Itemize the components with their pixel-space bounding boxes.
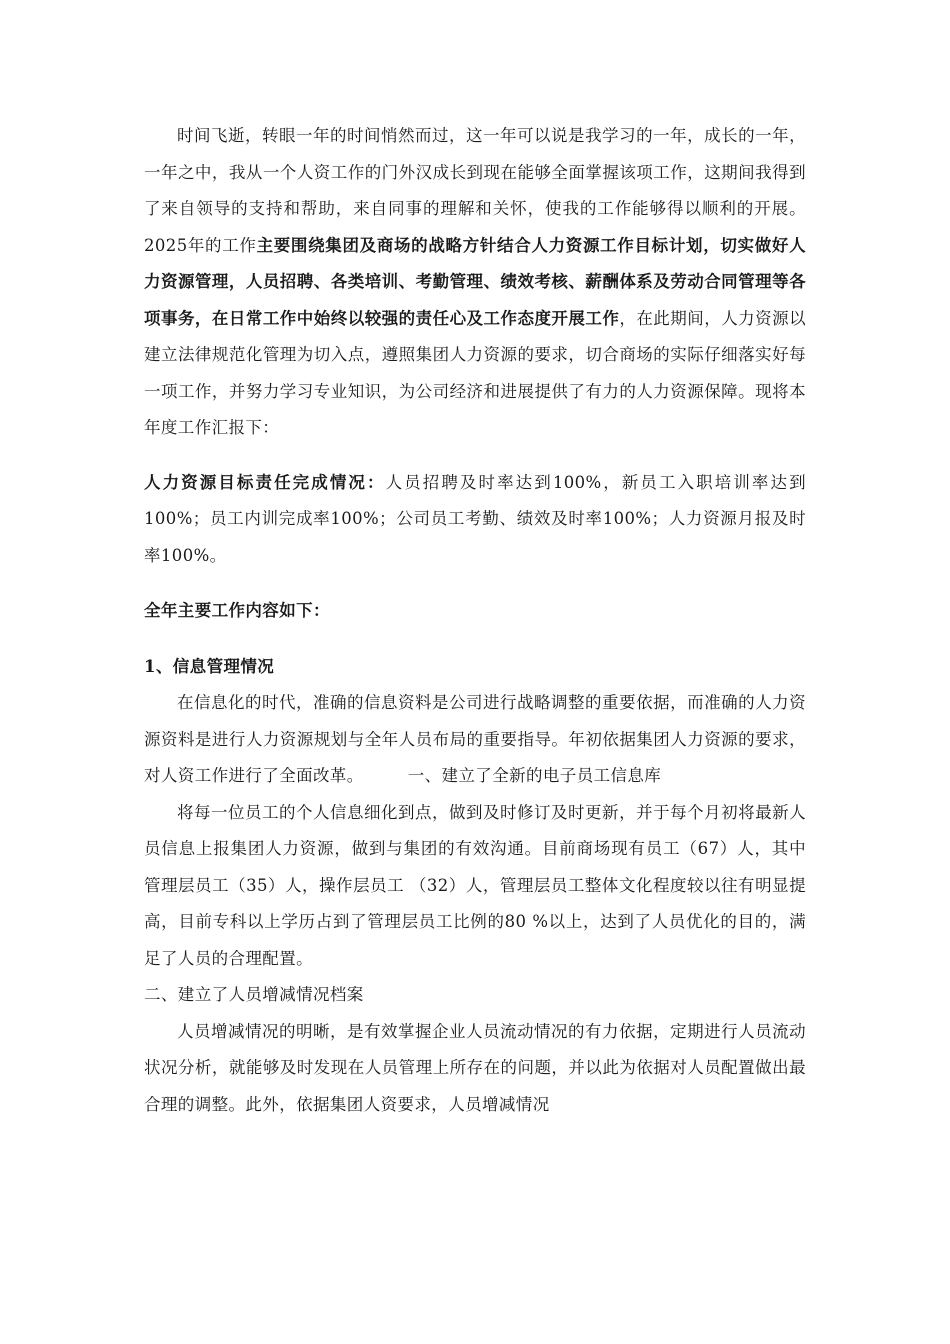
intro-text-part3: ，在此期间，人力资源以建立法律规范化管理为切入点，遵照集团人力资源的要求，切合商场的实际仔细落实好每一项工作，并努力学习专业知识，为公司经济和进展提供了有力的人力资源保障。现将本年度工作汇报下： xyxy=(144,308,807,437)
section1-paragraph-2: 将每一位员工的个人信息细化到点，做到及时修订及时更新，并于每个月初将最新人员信息上报集团人力资源，做到与集团的有效沟通。目前商场现有员工（67）人，其中管理层员工（35）人，操作层员工 （32）人，管理层员工整体文化程度较以往有明显提高，目前专科以上学历占到了管理层员工比例的80 %以上，达到了人员优化的目的，满足了人员的合理配置。 xyxy=(144,802,806,968)
paragraph-gap xyxy=(144,447,806,465)
paragraph-gap xyxy=(144,574,806,593)
intro-text-bold: 主要围绕集团及商场的战略方针结合人力资源工作目标计划，切实做好人力资源管理，人员招聘、各类培训、考勤管理、绩效考核、薪酬体系及劳动合同管理等各项事务，在日常工作中始终以较强的责任心及工作态度开展工作 xyxy=(144,235,806,328)
section1-sub1-title: 一、建立了全新的电子员工信息库 xyxy=(407,766,662,785)
intro-paragraph xyxy=(144,118,806,447)
paragraph-gap xyxy=(144,630,806,649)
targets-text: 人员招聘及时率达到100%，新员工入职培训率达到100%；员工内训完成率100%；公司员工考勤、绩效及时率100%；人力资源月报及时率100%。 xyxy=(144,472,806,565)
section1-paragraph-1 xyxy=(144,685,806,795)
section1-para1-text: 在信息化的时代，准确的信息资料是公司进行战略调整的重要依据，而准确的人力资源资料是进行人力资源规划与全年人员布局的重要指导。年初依据集团人力资源的要求，对人资工作进行了全面改革。 xyxy=(144,693,806,785)
intro-text-part1: 时间飞逝，转眼一年的时间悄然而过，这一年可以说是我学习的一年，成长的一年，一年之中，我从一个人资工作的门外汉成长到现在能够全面掌握该项工作，这期间我得到了来自领导的支持和帮助，来自同事的理解和关怀，使我的工作能够得以顺利的开展。2025年的工作 xyxy=(144,126,806,255)
section1-paragraph-3: 人员增减情况的明晰，是有效掌握企业人员流动情况的有力依据，定期进行人员流动状况分析，就能够及时发现在人员管理上所存在的问题，并以此为依据对人员配置做出最合理的调整。此外，依据集团人资要求，人员增减情况 xyxy=(144,1021,806,1114)
targets-label: 人力资源目标责任完成情况： xyxy=(144,472,386,492)
section1-sub2-title: 二、建立了人员增减情况档案 xyxy=(144,985,364,1004)
targets-paragraph xyxy=(144,465,806,575)
section1-heading: 1、信息管理情况 xyxy=(144,656,275,676)
main-work-heading: 全年主要工作内容如下： xyxy=(144,601,330,620)
document-body xyxy=(144,118,806,1123)
